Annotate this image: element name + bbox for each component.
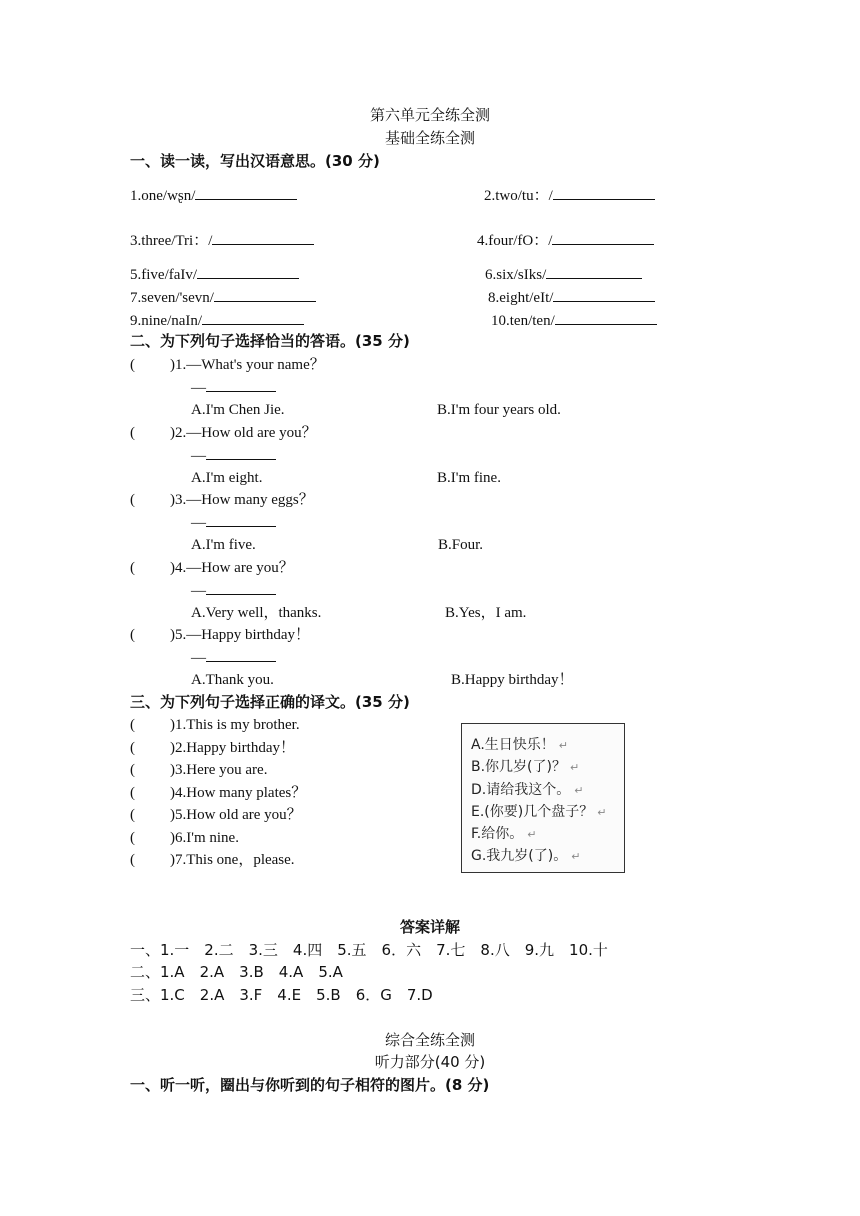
option-a: A.Very well，thanks. bbox=[191, 605, 322, 621]
translation-item: ( )6.I'm nine. bbox=[130, 830, 239, 846]
listening-heading: 一、听一听，圈出与你听到的句子相符的图片。(8 分) bbox=[130, 1076, 490, 1094]
page-title: 第六单元全练全测 bbox=[369, 106, 490, 124]
option-line: D.请给我这个。 ↵ bbox=[471, 782, 584, 798]
section-title: 综合全练全测 bbox=[384, 1031, 475, 1049]
answer-blank: — bbox=[191, 378, 276, 397]
translation-item: ( )7.This one，please. bbox=[130, 852, 295, 868]
translation-item: ( )3.Here you are. bbox=[130, 762, 268, 778]
question-line: ( )3.—How many eggs？ bbox=[130, 492, 314, 508]
translation-item: ( )1.This is my brother. bbox=[130, 717, 300, 733]
question-line: ( )2.—How old are you？ bbox=[130, 425, 317, 441]
option-line: E.(你要)几个盘子？ ↵ bbox=[471, 804, 607, 820]
part2-heading: 二、为下列句子选择恰当的答语。(35 分) bbox=[130, 332, 410, 350]
part3-heading: 三、为下列句子选择正确的译文。(35 分) bbox=[130, 693, 410, 711]
translation-item: ( )4.How many plates？ bbox=[130, 785, 307, 801]
option-line: G.我九岁(了)。 ↵ bbox=[471, 848, 581, 864]
answer-blank: — bbox=[191, 513, 276, 532]
answers-line: 三、1.C 2.A 3.F 4.E 5.B 6．G 7.D bbox=[130, 986, 433, 1004]
part1-item: 1.one/wʂn/ bbox=[130, 186, 297, 205]
option-a: A.I'm Chen Jie. bbox=[191, 402, 285, 418]
option-line: F.给你。 ↵ bbox=[471, 826, 537, 842]
part1-heading: 一、读一读，写出汉语意思。(30 分) bbox=[130, 152, 380, 170]
question-line: ( )5.—Happy birthday！ bbox=[130, 627, 310, 643]
answers-line: 一、1.一 2.二 3.三 4.四 5.五 6．六 7.七 8.八 9.九 10.十 bbox=[130, 941, 608, 959]
question-line: ( )1.—What's your name？ bbox=[130, 357, 325, 373]
question-line: ( )4.—How are you？ bbox=[130, 560, 294, 576]
translation-item: ( )5.How old are you？ bbox=[130, 807, 302, 823]
part1-item: 8.eight/eIt/ bbox=[488, 288, 655, 307]
option-line: B.你几岁(了)？ ↵ bbox=[471, 759, 580, 775]
translation-options-box bbox=[461, 723, 625, 873]
section-subtitle: 听力部分(40 分) bbox=[374, 1053, 486, 1071]
option-a: A.Thank you. bbox=[191, 672, 274, 688]
part1-item: 9.nine/naIn/ bbox=[130, 311, 304, 330]
part1-item: 6.six/sIks/ bbox=[485, 265, 642, 284]
option-b: B.I'm fine. bbox=[437, 470, 501, 486]
part1-item: 2.two/tu：/ bbox=[484, 186, 655, 205]
part1-item: 3.three/Tri：/ bbox=[130, 231, 314, 250]
answers-heading: 答案详解 bbox=[399, 918, 460, 936]
page-subtitle: 基础全练全测 bbox=[384, 129, 475, 147]
option-b: B.Four. bbox=[438, 537, 484, 553]
part1-item: 10.ten/ten/ bbox=[491, 311, 657, 330]
answer-blank: — bbox=[191, 581, 276, 600]
answer-blank: — bbox=[191, 648, 276, 667]
part1-item: 5.five/faIv/ bbox=[130, 265, 299, 284]
option-a: A.I'm eight. bbox=[191, 470, 263, 486]
option-b: B.Yes，I am. bbox=[445, 605, 527, 621]
option-b: B.I'm four years old. bbox=[437, 402, 561, 418]
translation-item: ( )2.Happy birthday！ bbox=[130, 740, 295, 756]
answers-line: 二、1.A 2.A 3.B 4.A 5.A bbox=[130, 963, 343, 981]
option-line: A.生日快乐！ ↵ bbox=[471, 737, 568, 753]
part1-item: 4.four/fO：/ bbox=[477, 231, 654, 250]
part1-item: 7.seven/'sevn/ bbox=[130, 288, 316, 307]
answer-blank: — bbox=[191, 446, 276, 465]
option-b: B.Happy birthday！ bbox=[451, 672, 574, 688]
option-a: A.I'm five. bbox=[191, 537, 256, 553]
